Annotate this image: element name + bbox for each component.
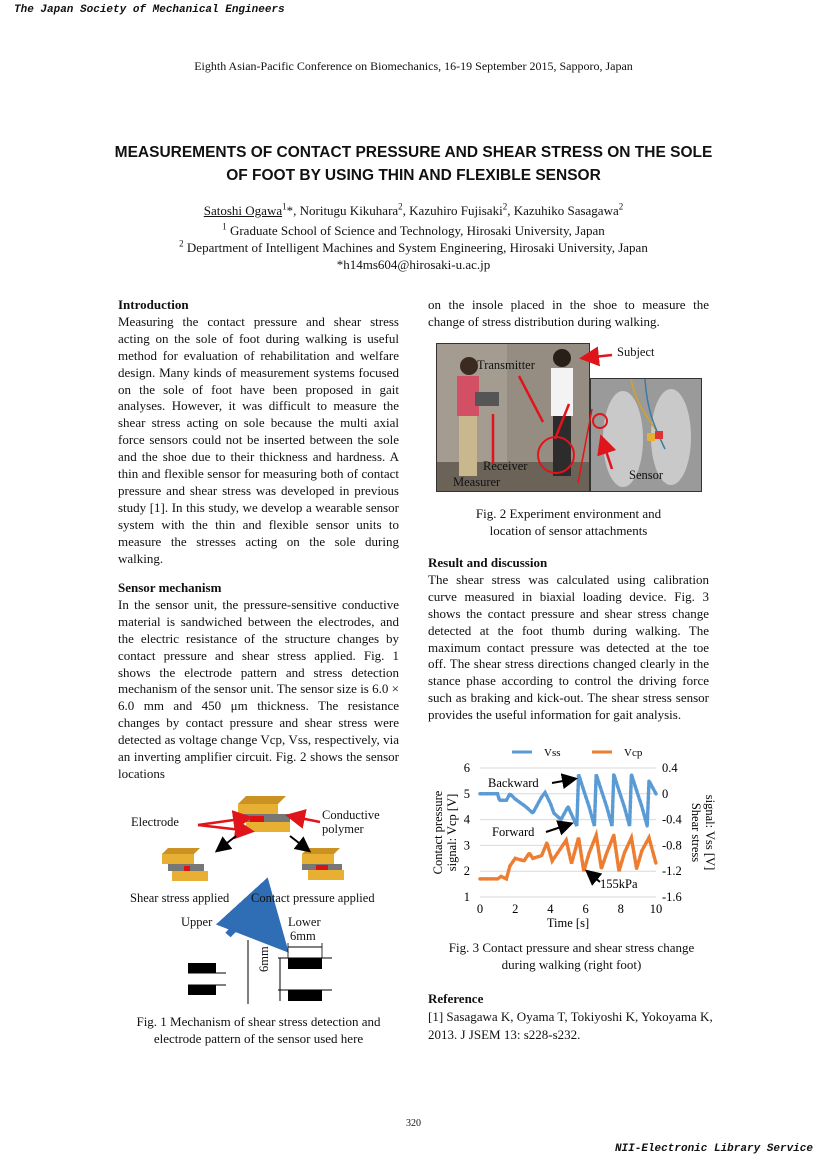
label-shear-applied: Shear stress applied — [130, 891, 230, 905]
y-left-tick-label: 4 — [463, 812, 470, 827]
y-left-tick-label: 5 — [463, 786, 470, 801]
lower-electrode-2 — [288, 990, 322, 1001]
annotation-backward-arrow — [552, 779, 574, 783]
label-sensor: Sensor — [629, 468, 664, 482]
page-number: 320 — [406, 1118, 421, 1129]
y-right-axis-title: Shear stress — [689, 802, 703, 863]
electrode-arrow-2 — [198, 825, 250, 831]
y-left-tick-label: 3 — [463, 838, 470, 853]
results-heading: Result and discussion — [428, 555, 548, 570]
introduction-heading: Introduction — [118, 297, 189, 312]
society-header: The Japan Society of Mechanical Engineers — [14, 4, 285, 16]
label-dim-horizontal: 6mm — [290, 929, 316, 943]
author-3-sup: 2 — [502, 201, 508, 212]
author-4-sup: 2 — [618, 201, 624, 212]
figure-3-chart — [428, 742, 728, 934]
author-2: Noritugu Kikuhara — [299, 203, 399, 218]
figure-3-caption — [428, 939, 715, 973]
fig1-caption-line2: electrode pattern of the sensor used here — [153, 1031, 364, 1046]
x-tick-label: 6 — [582, 902, 589, 916]
author-4: Kazuhiko Sasagawa — [513, 203, 619, 218]
zoom-line — [578, 409, 592, 483]
y-right-tick-label: -1.2 — [662, 864, 682, 879]
annotation-peak: 155kPa — [600, 877, 638, 891]
label-polymer: polymer — [322, 822, 364, 836]
legend-label-Vcp: Vcp — [624, 747, 643, 759]
label-conductive-polymer — [322, 808, 380, 836]
sensor-unit-top — [238, 796, 290, 832]
corresponding-mark: *, — [286, 203, 300, 218]
reference-heading: Reference — [428, 991, 484, 1006]
sensor-mechanism-section — [118, 580, 399, 783]
y-left-axis-title: signal: Vcp [V] — [445, 793, 459, 872]
y-left-axis-title: Contact pressure — [431, 790, 445, 875]
fig2-caption-line1: Fig. 2 Experiment environment and — [475, 506, 662, 521]
fig2-caption-line2: location of sensor attachments — [489, 523, 648, 538]
upper-electrode-2 — [188, 985, 216, 995]
series-line-Vcp — [480, 835, 656, 879]
y-right-tick-label: -0.4 — [662, 812, 682, 827]
annotation-backward: Backward — [488, 776, 539, 790]
to-contact-arrow — [290, 836, 308, 850]
title-line-1: MEASUREMENTS OF CONTACT PRESSURE AND SHEAR STRESS ON THE SOLE — [114, 144, 713, 161]
x-tick-label: 8 — [617, 902, 624, 916]
sensor-unit-shear — [162, 848, 208, 881]
figure-1-caption — [118, 1013, 399, 1047]
label-receiver: Receiver — [483, 459, 528, 473]
library-footer: NII-Electronic Library Service — [614, 1143, 813, 1155]
polymer-arrow — [290, 816, 320, 822]
fig3-caption-line1: Fig. 3 Contact pressure and shear stress change — [448, 940, 695, 955]
label-lower: Lower — [288, 915, 321, 929]
figure-2-caption — [428, 505, 709, 539]
lower-electrode-1 — [288, 958, 322, 969]
x-axis-title: Time [s] — [546, 916, 590, 930]
label-transmitter: Transmitter — [477, 358, 535, 372]
subject-arrow — [584, 355, 612, 358]
y-right-tick-label: -0.8 — [662, 838, 682, 853]
y-left-tick-label: 6 — [463, 761, 470, 775]
introduction-section — [118, 297, 399, 568]
y-right-axis-title: signal: Vss [V] — [703, 794, 717, 871]
annotation-peak-arrow — [588, 872, 600, 882]
x-tick-label: 4 — [547, 902, 554, 916]
label-contact-applied: Contact pressure applied — [251, 891, 375, 905]
legend-label-Vss: Vss — [544, 747, 561, 759]
author-1: Satoshi Ogawa — [203, 203, 283, 218]
author-1-sup: 1 — [282, 201, 287, 212]
col2-continuation: on the insole placed in the shoe to measure the change of stress distribution during walking. — [428, 297, 709, 329]
x-tick-label: 2 — [512, 902, 519, 916]
reference-item: [1] Sasagawa K, Oyama T, Tokiyoshi K, Yokoyama K, 2013. J JSEM 13: s228-s232. — [428, 1009, 713, 1042]
title-line-2: OF FOOT BY USING THIN AND FLEXIBLE SENSOR — [226, 167, 601, 184]
aff1-sup: 1 — [222, 221, 227, 232]
annotation-forward: Forward — [492, 825, 535, 839]
label-electrode: Electrode — [131, 815, 179, 829]
x-tick-label: 0 — [476, 902, 484, 916]
conference-line: Eighth Asian-Pacific Conference on Biomechanics, 16-19 September 2015, Sapporo, Japan — [194, 59, 633, 73]
rotate-arrow — [228, 922, 270, 935]
label-subject: Subject — [617, 345, 655, 359]
affiliation-2: Department of Intelligent Machines and System Engineering, Hirosaki University, Japan — [186, 240, 648, 255]
introduction-text: Measuring the contact pressure and shear stress acting on the sole of foot during walking is useful method for evaluation of rehabilitation and welfare design. Many kinds of measurement systems focused on the sole of foot have been proposed in gait analyses. However, it was difficult to measure the shear stress acting on sole because the multi axial force sensors could not be inserted between the sole and the shoe due to their thickness and hardness. A thin and flexible sensor for measuring both of contact pressure and shear stress was developed in previous study [1]. In this study, we develop a wearable sensor system with the thin and flexible sensor units to measure the stresses acting on the sole during walking. — [118, 313, 399, 566]
fig3-caption-line2: during walking (right foot) — [501, 957, 642, 972]
sensor-mechanism-text: In the sensor unit, the pressure-sensitive conductive material is sandwiched between the electrodes, and the electric resistance of the structure changes by contact pressure and shear stress applied. Fig. 1 shows the electrode pattern and stress detection mechanism of the sensor unit. The sensor size is 6.0 × 6.0 mm and 450 μm thickness. The resistance changes by contact pressure and shear stress were detected as voltage change Vcp, Vss, respectively, via an inverting amplifier circuit. Fig. 2 shows the sensor locations — [118, 596, 399, 781]
x-tick-label: 10 — [649, 902, 663, 916]
y-left-tick-label: 1 — [463, 890, 470, 904]
fig1-caption-line1: Fig. 1 Mechanism of shear stress detection and — [136, 1014, 381, 1029]
annotation-forward-arrow — [546, 824, 570, 832]
label-conductive: Conductive — [322, 808, 380, 822]
affiliation-1: Graduate School of Science and Technology, Hirosaki University, Japan — [229, 223, 605, 238]
author-list: Satoshi Ogawa$^1$*, Noritugu Kikuhara$^2$, Kazuhiro Fujisaki$^2$, Kazuhiko Sasagawa$^2$ — [203, 201, 624, 218]
upper-electrode-1 — [188, 963, 216, 973]
y-right-tick-label: 0 — [662, 786, 669, 801]
sensor-unit-contact — [302, 848, 344, 880]
sensor-arrow — [602, 439, 612, 469]
label-measurer: Measurer — [453, 475, 501, 489]
label-dim-vertical: 6mm — [257, 946, 271, 972]
reference-section — [428, 990, 719, 1044]
results-text: The shear stress was calculated using calibration curve measured in biaxial loading device. Fig. 3 shows the contact pressure and shear stress change detected at the foot thumb during walking. The maximum contact pressure was detected at the toe off. The shear stress directions changed clearly in the stance phase according to control the driving force such as braking and kick-out. The shear stress sensor provides the useful information for gait analysis. — [428, 571, 709, 723]
author-3: Kazuhiro Fujisaki — [409, 203, 503, 218]
results-section — [428, 555, 709, 724]
aff2-sup: 2 — [179, 238, 184, 249]
to-shear-arrow — [218, 836, 236, 850]
author-2-sup: 2 — [398, 201, 403, 212]
affiliations — [0, 222, 827, 273]
sensor-mechanism-heading: Sensor mechanism — [118, 580, 222, 595]
y-left-tick-label: 2 — [463, 864, 470, 879]
label-upper: Upper — [181, 915, 213, 929]
email: *h14ms604@hirosaki-u.ac.jp — [336, 257, 491, 272]
y-right-tick-label: -1.6 — [662, 890, 682, 904]
paper-title — [0, 141, 827, 187]
y-right-tick-label: 0.4 — [662, 761, 678, 775]
